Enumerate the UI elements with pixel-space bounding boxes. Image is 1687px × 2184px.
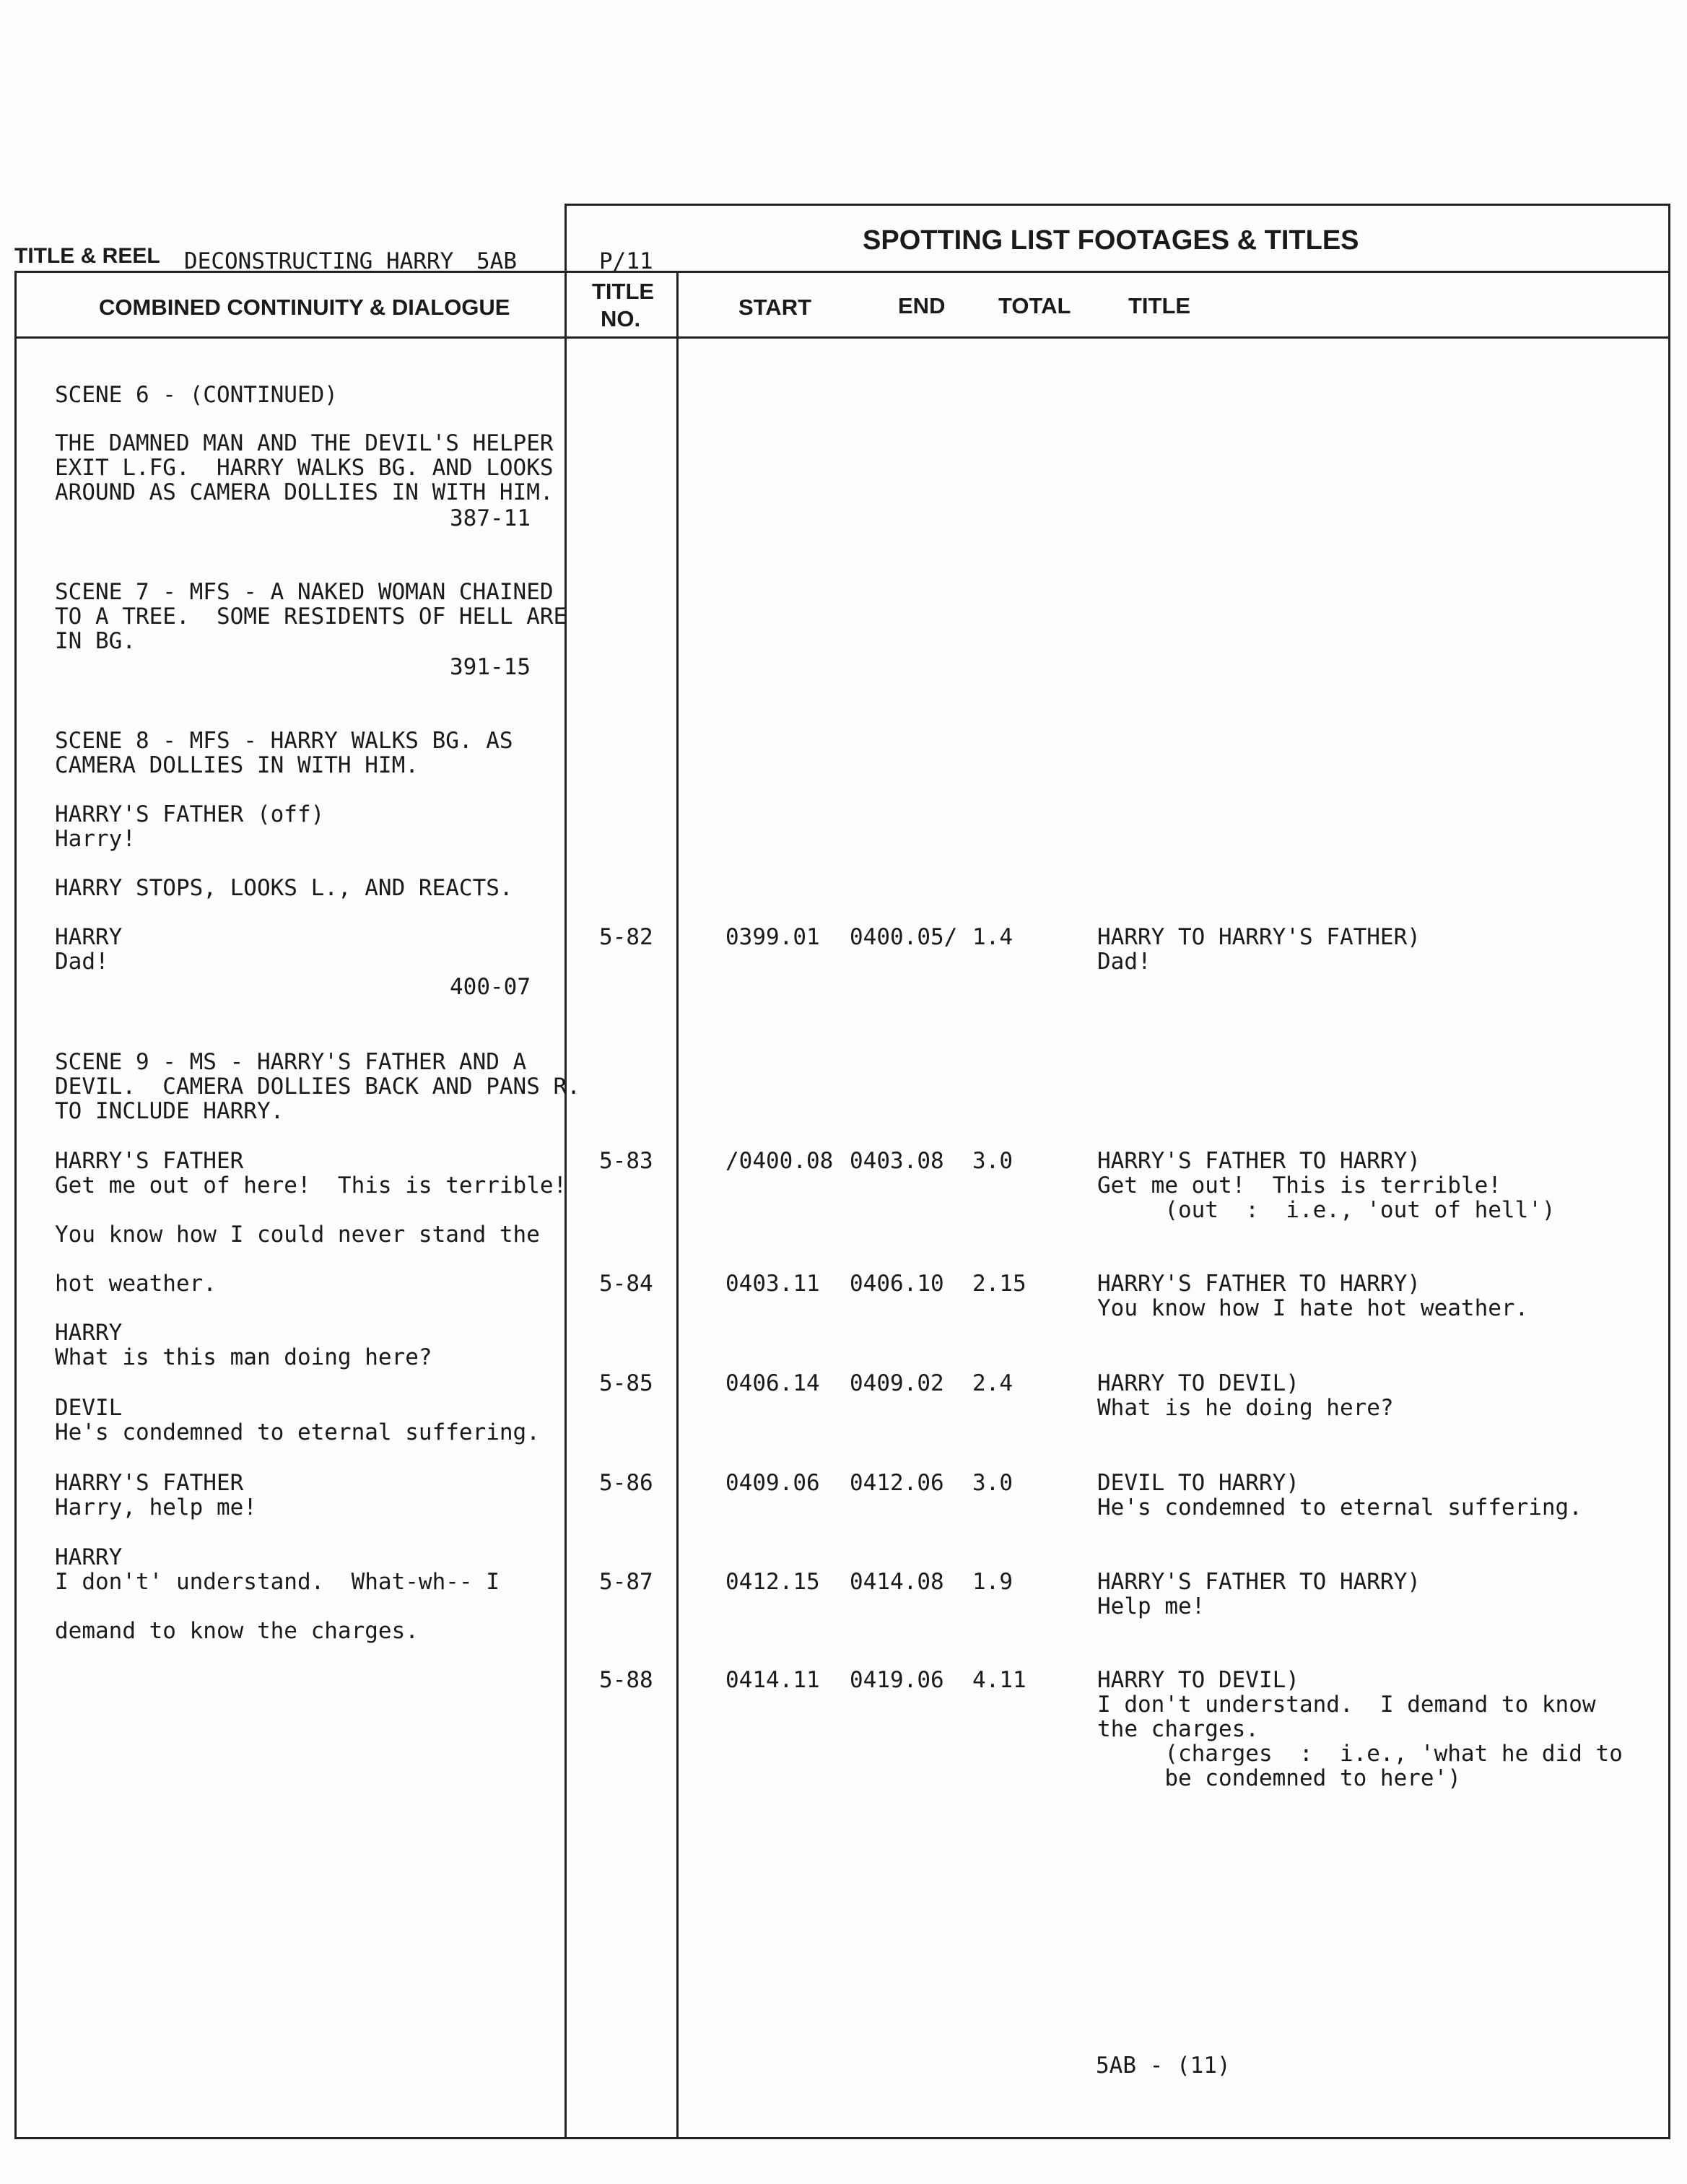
start-footage: 0414.11	[725, 1667, 820, 1693]
scene-8-footage: 400-07	[450, 974, 531, 1000]
col-title-no-header-2: NO.	[601, 306, 641, 331]
title-number: 5-87	[599, 1569, 653, 1595]
total-footage: 4.11	[972, 1667, 1026, 1693]
scene-9-action: SCENE 9 - MS - HARRY'S FATHER AND A DEVIL. CAMERA DOLLIES BACK AND PANS R. TO INCLUDE HARRY.	[55, 1049, 580, 1124]
subtitle-text: HARRY TO HARRY'S FATHER) Dad!	[1097, 924, 1421, 975]
scene-9-hot-line: hot weather.	[55, 1271, 217, 1297]
scene-8-father-line: HARRY'S FATHER (off) Harry!	[55, 801, 325, 852]
col-title-no-header-1: TITLE	[592, 279, 655, 304]
divider-title-no	[676, 271, 679, 2139]
total-footage: 3.0	[972, 1470, 1013, 1496]
scene-9-demand-line: demand to know the charges.	[55, 1618, 419, 1644]
total-footage: 1.4	[972, 924, 1013, 950]
scene-8-harry-line: HARRY Dad!	[55, 924, 123, 975]
end-footage: 0414.08	[850, 1569, 944, 1595]
col-end-header: END	[898, 293, 946, 318]
total-footage: 2.15	[972, 1271, 1026, 1297]
spotting-heading: SPOTTING LIST FOOTAGES & TITLES	[863, 225, 1359, 256]
page-code-footer: 5AB - (11)	[1096, 2053, 1231, 2079]
col-continuity-header: COMBINED CONTINUITY & DIALOGUE	[99, 295, 510, 320]
end-footage: 0403.08	[850, 1148, 944, 1174]
scene-6-footage: 387-11	[450, 505, 531, 531]
total-footage: 3.0	[972, 1148, 1013, 1174]
subtitle-text: HARRY TO DEVIL) What is he doing here?	[1097, 1370, 1394, 1421]
start-footage: 0403.11	[725, 1271, 820, 1297]
scene-9-harry-line-2: HARRY I don't' understand. What-wh-- I	[55, 1544, 500, 1595]
scene-6-heading: SCENE 6 - (CONTINUED)	[55, 382, 338, 408]
frame-right	[1668, 204, 1670, 2139]
title-number: 5-82	[599, 924, 653, 950]
title-number: 5-84	[599, 1271, 653, 1297]
start-footage: /0400.08	[725, 1148, 834, 1174]
page-number: P/11	[599, 248, 653, 274]
scene-7-footage: 391-15	[450, 654, 531, 680]
title-number: 5-88	[599, 1667, 653, 1693]
scene-8-stops: HARRY STOPS, LOOKS L., AND REACTS.	[55, 875, 513, 901]
end-footage: 0412.06	[850, 1470, 944, 1496]
subtitle-text: HARRY'S FATHER TO HARRY) Help me!	[1097, 1569, 1421, 1619]
end-footage: 0406.10	[850, 1271, 944, 1297]
start-footage: 0406.14	[725, 1370, 820, 1396]
col-start-header: START	[738, 295, 812, 320]
scene-6-action: THE DAMNED MAN AND THE DEVIL'S HELPER EXIT L.FG. HARRY WALKS BG. AND LOOKS AROUND AS CAMERA DOLLIES IN WITH HIM.	[55, 430, 554, 505]
title-reel-label: TITLE & REEL	[14, 244, 160, 268]
start-footage: 0409.06	[725, 1470, 820, 1496]
title-number: 5-83	[599, 1148, 653, 1174]
scene-8-action: SCENE 8 - MFS - HARRY WALKS BG. AS CAMERA DOLLIES IN WITH HIM.	[55, 728, 513, 778]
reel-code: 5AB	[476, 248, 517, 274]
end-footage: 0409.02	[850, 1370, 944, 1396]
title-number: 5-86	[599, 1470, 653, 1496]
scene-9-devil-line: DEVIL He's condemned to eternal suffering.	[55, 1395, 540, 1445]
col-total-header: TOTAL	[998, 293, 1071, 318]
frame-bottom	[14, 2137, 1670, 2139]
start-footage: 0399.01	[725, 924, 820, 950]
subtitle-text: DEVIL TO HARRY) He's condemned to eternal suffering.	[1097, 1470, 1582, 1520]
scene-9-father-line-1: HARRY'S FATHER Get me out of here! This is terrible!	[55, 1148, 567, 1198]
frame-columns-bottom	[14, 336, 1670, 339]
col-title-header: TITLE	[1128, 293, 1191, 318]
frame-left-lower	[14, 336, 17, 2139]
total-footage: 2.4	[972, 1370, 1013, 1396]
subtitle-text: HARRY TO DEVIL) I don't understand. I demand to know the charges. (charges : i.e., 'what he did to be condemned to here')	[1097, 1667, 1623, 1791]
end-footage: 0400.05/	[850, 924, 958, 950]
scene-9-father-line-2: HARRY'S FATHER Harry, help me!	[55, 1470, 257, 1520]
scene-9-harry-line-1: HARRY What is this man doing here?	[55, 1320, 432, 1370]
title-number: 5-85	[599, 1370, 653, 1396]
title-reel-value: DECONSTRUCTING HARRY	[184, 248, 454, 274]
frame-top-right	[564, 204, 1670, 206]
start-footage: 0412.15	[725, 1569, 820, 1595]
end-footage: 0419.06	[850, 1667, 944, 1693]
subtitle-text: HARRY'S FATHER TO HARRY) Get me out! This is terrible! (out : i.e., 'out of hell')	[1097, 1148, 1556, 1223]
subtitle-text: HARRY'S FATHER TO HARRY) You know how I hate hot weather.	[1097, 1271, 1529, 1321]
scene-9-know-line: You know how I could never stand the	[55, 1222, 540, 1248]
total-footage: 1.9	[972, 1569, 1013, 1595]
scene-7-action: SCENE 7 - MFS - A NAKED WOMAN CHAINED TO A TREE. SOME RESIDENTS OF HELL ARE IN BG.	[55, 579, 567, 654]
